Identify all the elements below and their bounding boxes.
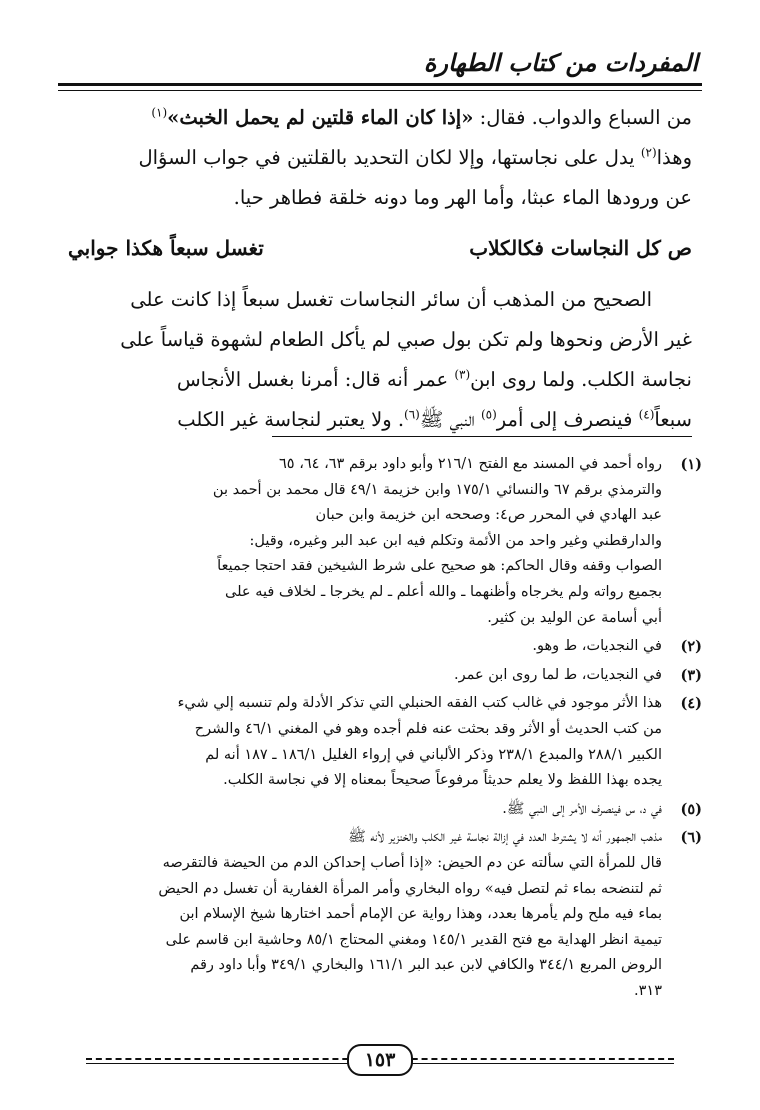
- footnote-number: (٢): [680, 638, 702, 656]
- footnote-ref: (٤): [638, 407, 655, 422]
- footnote-line: رواه أحمد في المسند مع الفتح ٢١٦/١ وأبو داود برقم ٦٣، ٦٤، ٦٥: [279, 456, 662, 472]
- footnote-ref: (١): [151, 105, 168, 120]
- text-line: من السباع والدواب. فقال: «إذا كان الماء قلتين لم يحمل الخبث»$^{(١)}$: [151, 105, 692, 129]
- text-line: وهذا$^{(٢)}$ يدل على نجاستها، وإلا لكان التحديد بالقلتين في جواب السؤال: [138, 145, 692, 169]
- running-header: [58, 42, 702, 86]
- paragraph-1: [68, 98, 692, 218]
- footnote-line: تيمية انظر الهداية مع فتح القدير ١٤٥/١ ومغني المحتاج ٨٥/١ وحاشية ابن قاسم على: [165, 931, 662, 948]
- header-rule: [58, 83, 702, 86]
- header-rule-thin: [58, 90, 702, 91]
- footnote-line: والدارقطني وغير واحد من الأئمة وتكلم فيه ابن عبد البر وغيره، وقيل:: [249, 532, 662, 549]
- footnote: [60, 825, 702, 1004]
- footnote-ref: (٢): [640, 145, 657, 160]
- footnote-line: مذهب الجمهور أنه لا يشترط العدد في إزالة نجاسة غير الكلب والخنزير لأنه ﷺ: [348, 829, 662, 846]
- paragraph-2: [68, 280, 692, 440]
- footer-dash-right: [392, 1058, 674, 1060]
- footnote-ref: (٦): [404, 407, 420, 422]
- footer-line-right: [392, 1063, 674, 1064]
- hadith-quote: «إذا كان الماء قلتين لم يحمل الخبث»: [167, 106, 474, 129]
- footnote-line: بماء فيه ملح ولم يأمرها بعدد، وهذا رواية عن الإمام أحمد اختارها شيخ الإسلام ابن: [179, 906, 662, 923]
- footnote: [60, 691, 702, 793]
- footnote-ref: (٥): [480, 407, 497, 422]
- footnote: [60, 452, 702, 631]
- footnote-line: يجده بهذا اللفظ ولا يعلم حديثاً مرفوعاً صحيحاً بمعناه إلا في نجاسة الكلب.: [223, 772, 662, 789]
- text-line: الصحيح من المذهب أن سائر النجاسات تغسل سبعاً إذا كانت على: [130, 288, 652, 311]
- footnote-number: (٣): [680, 666, 702, 684]
- footnote-line: قال للمرأة التي سألته عن دم الحيض: «إذا أصاب إحداكن الدم من الحيضة فالتقرصه: [162, 854, 662, 871]
- footnote-line: والترمذي برقم ٦٧ والنسائي ١٧٥/١ وابن خزيمة ٤٩/١ قال محمد بن أحمد بن: [212, 481, 662, 498]
- footnote-line: ٣١٣.: [634, 982, 662, 999]
- footnote-line: الصواب وقفه وقال الحاكم: هو صحيح على شرط الشيخين فقد احتجا جميعاً: [217, 558, 662, 575]
- footnote-line: ثم لتنضحه بماء ثم لتصل فيه» رواه البخاري وأمر المرأة الغفارية أن تغسل دم الحيض: [158, 880, 662, 897]
- footnote-line: عبد الهادي في المحرر ص٤: وصححه ابن خزيمة وابن حبان: [315, 507, 662, 524]
- text-line: غير الأرض ونحوها ولم تكن بول صبي لم يأكل الطعام لشهوة قياساً على: [120, 328, 692, 351]
- footnote-line: في د، س فينصرف الأمر إلى النبي ﷺ.: [502, 800, 662, 817]
- footnote-number: (٤): [680, 695, 702, 713]
- footer-dash-left: [86, 1058, 368, 1060]
- page-footer: [86, 1044, 674, 1074]
- footnotes: [60, 452, 702, 1004]
- footnote-line: في النجديات، ط وهو.: [532, 638, 662, 655]
- header-title: المفردات من كتاب الطهارة: [423, 48, 698, 77]
- footnote-line: أبي أسامة عن الوليد بن كثير.: [487, 609, 662, 626]
- footnote-line: الروض المربع ٣٤٤/١ والكافي لابن عبد البر ١٦١/١ والبخاري ٣٤٩/١ وأبا داود رقم: [190, 957, 662, 974]
- page-number: ١٥٣: [347, 1044, 413, 1076]
- footer-line-left: [86, 1063, 368, 1064]
- footnote: [60, 634, 702, 660]
- footnote-number: (٥): [680, 800, 702, 818]
- text-line: سبعاً$^{(٤)}$ فينصرف إلى أمر$^{(٥)}$ النبي ﷺ$^{(٦)}$. ولا يعتبر لنجاسة غير الكلب: [177, 407, 692, 431]
- footnote-number: (٦): [680, 829, 702, 847]
- text-line: عن ورودها الماء عبثا، وأما الهر وما دونه خلقة فطاهر حيا.: [233, 186, 692, 209]
- footnote-ref: (٣): [454, 367, 471, 382]
- footnote-line: الكبير ٢٨٨/١ والمبدع ٢٣٨/١ وذكر الألباني في إرواء الغليل ١٨٦/١ ـ ١٨٧ أنه لم: [205, 746, 662, 763]
- footnote-line: من كتب الحديث أو الأثر وقد بحثت عنه فلم أجده وهو في المغني ٤٦/١ والشرح: [194, 720, 662, 737]
- footnote-line: بجميع رواته ولم يخرجاه وأظنهما ـ والله أعلم ـ لم يخرجا ـ لخلاف فيه على: [225, 583, 662, 600]
- footnote-number: (١): [680, 456, 702, 473]
- poem-verse: [68, 232, 692, 272]
- verse-first-hemistich: ص كل النجاسات فكالكلاب: [469, 236, 692, 260]
- text-line: نجاسة الكلب. ولما روى ابن$^{(٣)}$ عمر أنه قال: أمرنا بغسل الأنجاس: [176, 367, 692, 391]
- footnote: [60, 663, 702, 689]
- footnote-line: في النجديات، ط لما روى ابن عمر.: [454, 666, 662, 683]
- footnote-separator: [272, 436, 692, 437]
- footnote: [60, 797, 702, 823]
- footnote-line: هذا الأثر موجود في غالب كتب الفقه الحنبلي التي تذكر الأدلة ولم تنسبه إلي شيء: [177, 695, 662, 712]
- verse-second-hemistich: تغسل سبعاً هكذا جوابي: [68, 236, 264, 260]
